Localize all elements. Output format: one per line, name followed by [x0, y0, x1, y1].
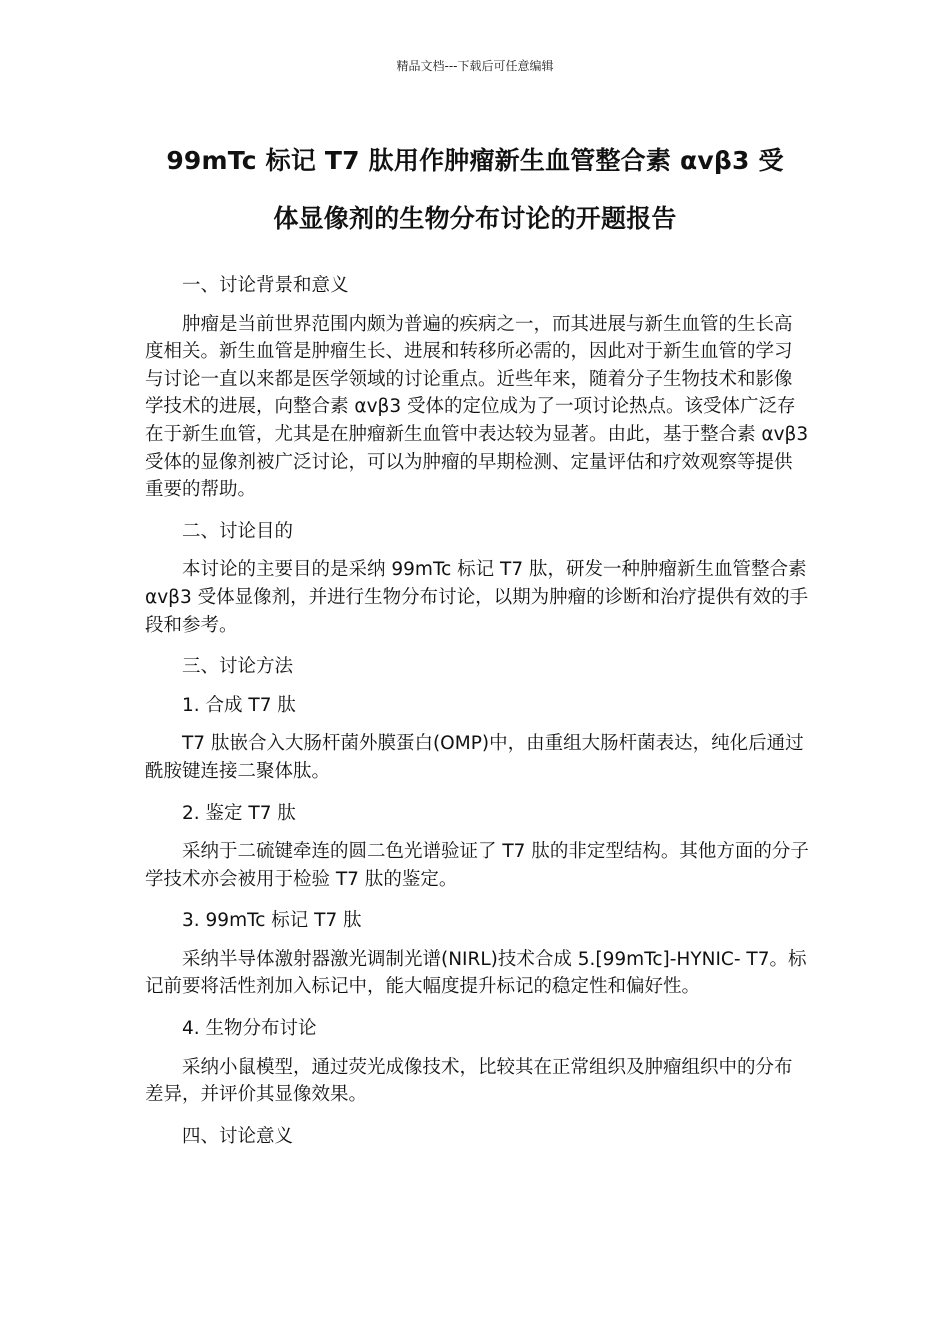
paragraph-synthesis: T7 肽嵌合入大肠杆菌外膜蛋白(OMP)中，由重组大肠杆菌表达，纯化后通过酰胺键连接二聚体肽。: [145, 733, 804, 782]
paragraph-purpose: 本讨论的主要目的是采纳 99mTc 标记 T7 肽，研发一种肿瘤新生血管整合素 αvβ3 受体显像剂，并进行生物分布讨论，以期为肿瘤的诊断和治疗提供有效的手段和参考。: [145, 559, 809, 636]
header-note: 精品文档---下载后可任意编辑: [396, 59, 554, 73]
paragraph-labeling: 采纳半导体激射器激光调制光谱(NIRL)技术合成 5.[99mTc]-HYNIC- T7。标记前要将活性剂加入标记中，能大幅度提升标记的稳定性和偏好性。: [145, 948, 807, 998]
subheading-identification: 2. 鉴定 T7 肽: [182, 802, 296, 824]
paragraph-biodistribution: 采纳小鼠模型，通过荧光成像技术，比较其在正常组织及肿瘤组织中的分布差异，并评价其显像效果。: [145, 1056, 793, 1106]
title-line-1: 99mTc 标记 T7 肽用作肿瘤新生血管整合素 αvβ3 受: [166, 146, 784, 175]
paragraph-identification: 采纳于二硫键牵连的圆二色光谱验证了 T7 肽的非定型结构。其他方面的分子学技术亦会被用于检验 T7 肽的鉴定。: [145, 841, 809, 890]
document-body: [145, 270, 810, 1161]
section-heading-significance: 四、讨论意义: [182, 1125, 294, 1147]
title-line-2: 体显像剂的生物分布讨论的开题报告: [273, 204, 677, 233]
paragraph-background: 肿瘤是当前世界范围内颇为普遍的疾病之一，而其进展与新生血管的生长高度相关。新生血管是肿瘤生长、进展和转移所必需的，因此对于新生血管的学习与讨论一直以来都是医学领域的讨论重点。近些年来，随着分子生物技术和影像学技术的进展，向整合素 αvβ3 受体的定位成为了一项讨论热点。该受体广泛存在于新生血管，尤其是在肿瘤新生血管中表达较为显著。由此，基于整合素 αvβ3 受体的显像剂被广泛讨论，可以为肿瘤的早期检测、定量评估和疗效观察等提供重要的帮助。: [145, 313, 809, 501]
section-heading-background: 一、讨论背景和意义: [182, 275, 349, 296]
subheading-biodistribution: 4. 生物分布讨论: [182, 1018, 317, 1040]
section-heading-purpose: 二、讨论目的: [182, 520, 294, 542]
document-title: [130, 132, 820, 248]
section-heading-methods: 三、讨论方法: [182, 656, 294, 678]
subheading-labeling: 3. 99mTc 标记 T7 肽: [182, 910, 362, 932]
subheading-synthesis: 1. 合成 T7 肽: [182, 694, 296, 716]
